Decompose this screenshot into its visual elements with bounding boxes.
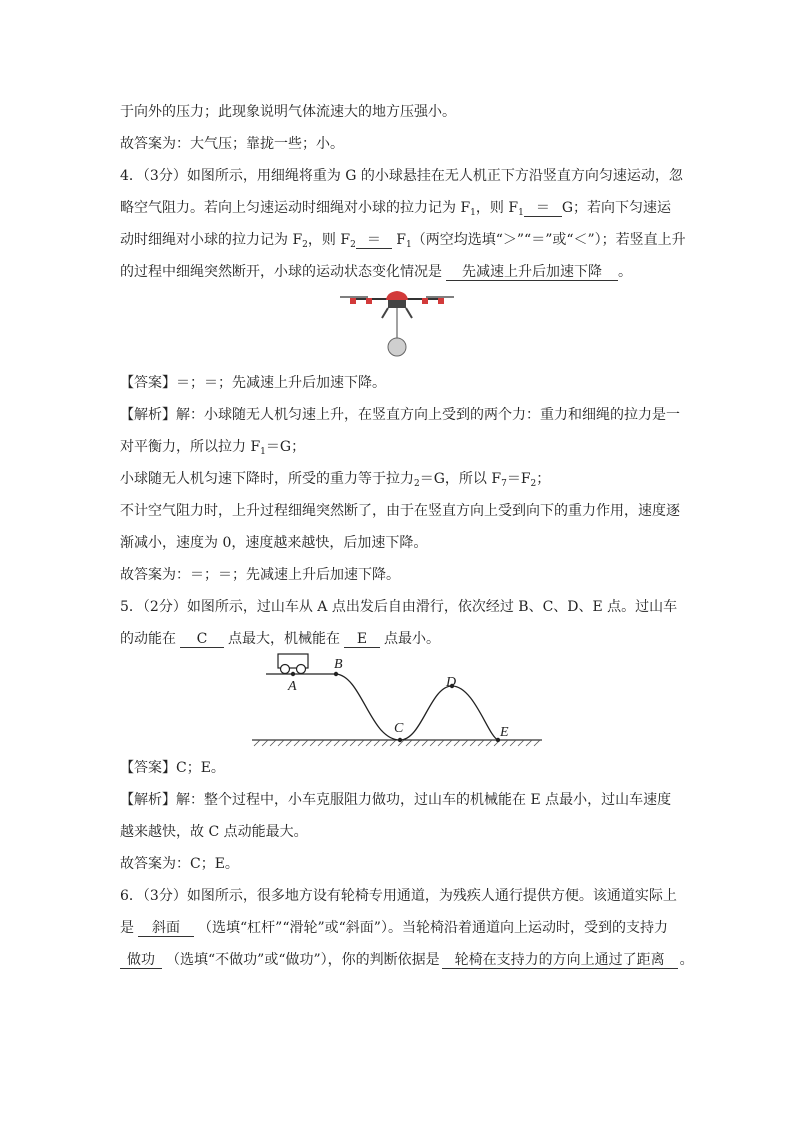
drone-figure — [338, 288, 456, 358]
point-a — [291, 672, 295, 676]
q5-final-answer: 故答案为：C；E。 — [120, 856, 239, 872]
roller-coaster-figure — [252, 648, 544, 748]
q6-text: （选填“杠杆”“滑轮”或“斜面”）。当轮椅沿着通道向上运动时，受到的支持力 — [198, 920, 668, 936]
q5-text: 点最小。 — [384, 631, 440, 647]
q4-analysis-line-3 — [120, 470, 550, 488]
analysis-label: 【解析】 — [120, 407, 176, 423]
q4-text: 解：小球随无人机匀速上升，在竖直方向上受到的两个力：重力和细绳的拉力是一 — [176, 407, 680, 423]
q4-blank-2: ＝ — [356, 232, 392, 249]
q6-stem-line-2 — [120, 919, 668, 937]
q4-analysis-line-1 — [120, 406, 680, 424]
prev-answer: 故答案为：大气压；靠拢一些；小。 — [120, 136, 344, 152]
q4-number: 4．（3分） — [120, 168, 187, 184]
q4-stem-line-1 — [120, 167, 683, 185]
q4-text: ，则 F — [307, 232, 351, 248]
q4-blank-3: 先减速上升后加速下降 — [446, 264, 618, 281]
label-c: C — [394, 721, 404, 736]
subscript: 7 — [501, 479, 507, 489]
q4-text: 对平衡力，所以拉力 F — [120, 439, 261, 455]
cart-icon — [278, 654, 308, 674]
q4-text: 如图所示，用细绳将重为 G 的小球悬挂在无人机正下方沿竖直方向匀速运动，忽 — [186, 168, 683, 184]
q4-text: （两空均选填“＞”“＝”或“＜”）；若竖直上升 — [411, 232, 686, 248]
q4-text: ＝G； — [265, 439, 306, 455]
q5-stem-line-2 — [120, 630, 440, 648]
point-b — [334, 672, 338, 676]
q6-number: 6．（3分） — [120, 888, 187, 904]
q6-text: 是 — [120, 920, 134, 936]
q5-blank-2: E — [344, 631, 380, 648]
q6-text: 如图所示，很多地方设有轮椅专用通道，为残疾人通行提供方便。该通道实际上 — [186, 888, 677, 904]
track-curve — [266, 674, 498, 740]
prev-text-line: 于向外的压力；此现象说明气体流速大的地方压强小。 — [120, 104, 456, 120]
label-b: B — [334, 657, 343, 672]
q6-text: （选填“不做功”或“做功”），你的判断依据是 — [166, 952, 440, 968]
q4-stem-line-4 — [120, 263, 632, 281]
q5-text: 解：整个过程中，小车克服阻力做功，过山车的机械能在 E 点最小，过山车速度 — [176, 792, 672, 808]
q4-text: ； — [536, 471, 551, 487]
q4-text: 动时细绳对小球的拉力记为 F — [120, 232, 303, 248]
point-c — [398, 738, 402, 742]
q4-text: G；若向下匀速运 — [561, 200, 671, 216]
subscript: 1 — [518, 208, 524, 218]
drone-icon — [340, 291, 454, 338]
subscript: 2 — [302, 240, 308, 250]
q5-stem-line-1 — [120, 598, 677, 616]
analysis-label: 【解析】 — [120, 792, 176, 808]
q4-text: ＝F — [506, 471, 531, 487]
subscript: 2 — [414, 479, 420, 489]
q4-analysis-line-4: 不计空气阻力时，上升过程细绳突然断了，由于在竖直方向上受到向下的重力作用，速度逐 — [120, 503, 680, 519]
q5-text: 点最大，机械能在 — [228, 631, 340, 647]
q4-stem-line-3 — [120, 231, 686, 249]
q6-blank-2: 做功 — [120, 952, 162, 969]
label-a: A — [288, 679, 297, 694]
subscript: 2 — [350, 240, 356, 250]
q4-text: F — [391, 232, 406, 248]
q5-analysis-line-2: 越来越快，故 C 点动能最大。 — [120, 824, 308, 840]
q6-stem-line-1 — [120, 887, 677, 905]
q6-blank-3: 轮椅在支持力的方向上通过了距离 — [442, 952, 678, 969]
label-d: D — [446, 675, 457, 690]
subscript: 1 — [260, 447, 266, 457]
q4-analysis-line-2 — [120, 438, 305, 456]
q5-number: 5．（2分） — [120, 599, 187, 615]
ball-icon — [388, 338, 406, 356]
q5-blank-1: C — [180, 631, 224, 648]
q4-stem-line-2 — [120, 199, 671, 217]
q4-text: 小球随无人机匀速下降时，所受的重力等于拉力 — [120, 471, 414, 487]
q5-analysis-line-1 — [120, 791, 671, 809]
q6-text: 。 — [679, 952, 694, 968]
q4-final-answer: 故答案为：＝；＝；先减速上升后加速下降。 — [120, 567, 400, 583]
subscript: 1 — [405, 240, 412, 250]
q5-answer: 【答案】C；E。 — [120, 760, 225, 776]
q4-text: ，则 F — [475, 200, 519, 216]
q4-text: 。 — [618, 264, 632, 280]
q4-blank-1: ＝ — [524, 200, 562, 217]
q4-analysis-line-5: 渐减小，速度为 0，速度越来越快，后加速下降。 — [120, 535, 428, 551]
q4-answer: 【答案】＝；＝；先减速上升后加速下降。 — [120, 375, 386, 391]
q5-text: 的动能在 — [120, 631, 176, 647]
q4-text: 的过程中细绳突然断开，小球的运动状态变化情况是 — [120, 264, 442, 280]
q4-text: 略空气阻力。若向上匀速运动时细绳对小球的拉力记为 F — [120, 200, 471, 216]
q6-blank-1: 斜面 — [138, 920, 194, 937]
q5-text: 如图所示，过山车从 A 点出发后自由滑行，依次经过 B、C、D、E 点。过山车 — [186, 599, 678, 615]
subscript: 1 — [470, 208, 476, 218]
q6-stem-line-3 — [120, 951, 694, 969]
label-e: E — [500, 725, 509, 740]
q4-text: ＝G，所以 F — [419, 471, 502, 487]
subscript: 2 — [530, 479, 537, 489]
